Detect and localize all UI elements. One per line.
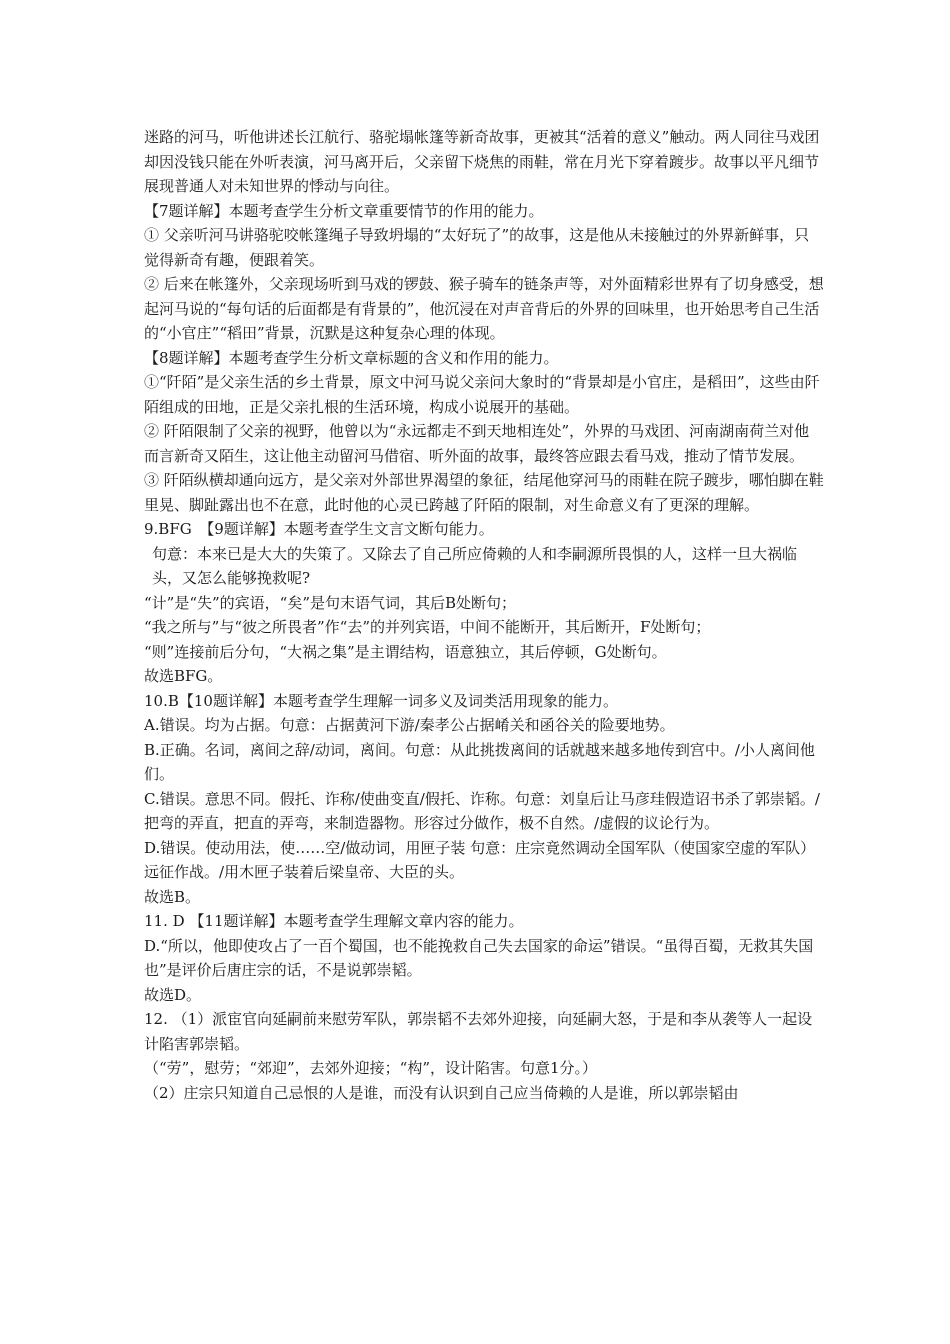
paragraph-q9-break-f: “我之所与”与“彼之所畏者”作“去”的并列宾语，中间不能断开，其后断开，F处断句； [144,618,711,636]
paragraph-q10-heading: 10.B【10题详解】本题考查学生理解一词多义及词类活用现象的能力。 [144,691,618,710]
paragraph-q12-part-1: 12. （1）派宦官向延嗣前来慰劳军队，郭崇韬不去郊外迎接，向延嗣大怒，于是和李从袭等人一起设计陷害郭崇韬。 [144,1010,813,1053]
paragraph-q9-break-b: “计”是“失”的宾语，“矣”是句末语气词，其后B处断句； [144,593,517,612]
paragraph-q9-heading: 9.BFG 【9题详解】本题考查学生文言文断句能力。 [144,520,494,538]
paragraph-q8-heading: 【8题详解】本题考查学生分析文章标题的含义和作用的能力。 [144,348,559,367]
paragraph-q12-part-1-scoring: （“劳”，慰劳；“郊迎”，去郊外迎接；“构”，设计陷害。句意1分。） [144,1059,598,1077]
paragraph-q11-option-d: D.“所以，他即使攻占了一百个蜀国，也不能挽救自己失去国家的命运”错误。“虽得百蜀，无救其失国也”是评价后唐庄宗的话，不是说郭崇韬。 [144,936,814,979]
paragraph-q7-heading: 【7题详解】本题考查学生分析文章重要情节的作用的能力。 [144,201,544,220]
paragraph-q9-break-g: “则”连接前后分句，“大祸之集”是主谓结构，语意独立，其后停顿，G处断句。 [144,642,667,661]
paragraph-q10-option-a: A.错误。均为占据。句意：占据黄河下游/秦孝公占据崤关和函谷关的险要地势。 [144,716,675,734]
paragraph-story-summary: 迷路的河马，听他讲述长江航行、骆驼塌帐篷等新奇故事，更被其“活着的意义”触动。两人同往马戏团却因没钱只能在外听表演，河马离开后，父亲留下烧焦的雨鞋，常在月光下穿着踱步。故事以平凡细节展现普通人对未知世界的悸动与向往。 [144,128,820,195]
paragraph-q11-heading: 11. D 【11题详解】本题考查学生理解文章内容的能力。 [144,912,524,930]
paragraph-q10-answer: 故选B。 [144,887,201,906]
document-page [144,125,824,1105]
paragraph-q9-answer: 故选BFG。 [144,667,223,685]
paragraph-q8-point-3: ③ 阡陌纵横却通向远方，是父亲对外部世界渴望的象征，结尾他穿河马的雨鞋在院子踱步，哪怕脚在鞋里晃、脚趾露出也不在意，此时他的心灵已跨越了阡陌的限制，对生命意义有了更深的理解。 [144,471,824,514]
paragraph-q11-answer: 故选D。 [144,985,202,1004]
paragraph-q8-point-1: ①“阡陌”是父亲生活的乡土背景，原文中河马说父亲问大象时的“背景却是小官庄，是稻田”，这些由阡陌组成的田地，正是父亲扎根的生活环境，构成小说展开的基础。 [144,373,820,416]
paragraph-q9-translation: 句意：本来已是大大的失策了。又除去了自己所应倚赖的人和李嗣源所畏惧的人，这样一旦大祸临头，又怎么能够挽救呢? [152,544,798,587]
paragraph-q8-point-2: ② 阡陌限制了父亲的视野，他曾以为“永远都走不到天地相连处”，外界的马戏团、河南湖南荷兰对他而言新奇又陌生，这让他主动留河马借宿、听外面的故事，最终答应跟去看马戏，推动了情节发展。 [144,422,810,465]
paragraph-q10-option-b: B.正确。名词，离间之辞/动词，离间。句意：从此挑拨离间的话就越来越多地传到宫中。/小人离间他们。 [144,740,815,783]
paragraph-q7-point-1: ① 父亲听河马讲骆驼咬帐篷绳子导致坍塌的“太好玩了”的故事，这是他从未接触过的外界新鲜事，只觉得新奇有趣，便跟着笑。 [144,226,810,269]
paragraph-q10-option-c: C.错误。意思不同。假托、诈称/使曲变直/假托、诈称。句意：刘皇后让马彦珪假造诏书杀了郭崇韬。/把弯的弄直，把直的弄弯，来制造器物。形容过分做作，极不自然。/虚假的议论行为。 [144,789,820,832]
paragraph-q12-part-2: （2）庄宗只知道自己忌恨的人是谁，而没有认识到自己应当倚赖的人是谁，所以郭崇韬由 [144,1083,739,1102]
paragraph-q7-point-2: ② 后来在帐篷外，父亲现场听到马戏的锣鼓、猴子骑车的链条声等，对外面精彩世界有了切身感受，想起河马说的“每句话的后面都是有背景的”，他沉浸在对声音背后的外界的回味里，也开始思考自己生活的“小官庄”“稻田”背景，沉默是这种复杂心理的体现。 [144,275,824,342]
paragraph-q10-option-d: D.错误。使动用法，使……空/做动词，用匣子装 句意：庄宗竟然调动全国军队（使国家空虚的军队）远征作战。/用木匣子装着后梁皇帝、大臣的头。 [144,838,816,881]
